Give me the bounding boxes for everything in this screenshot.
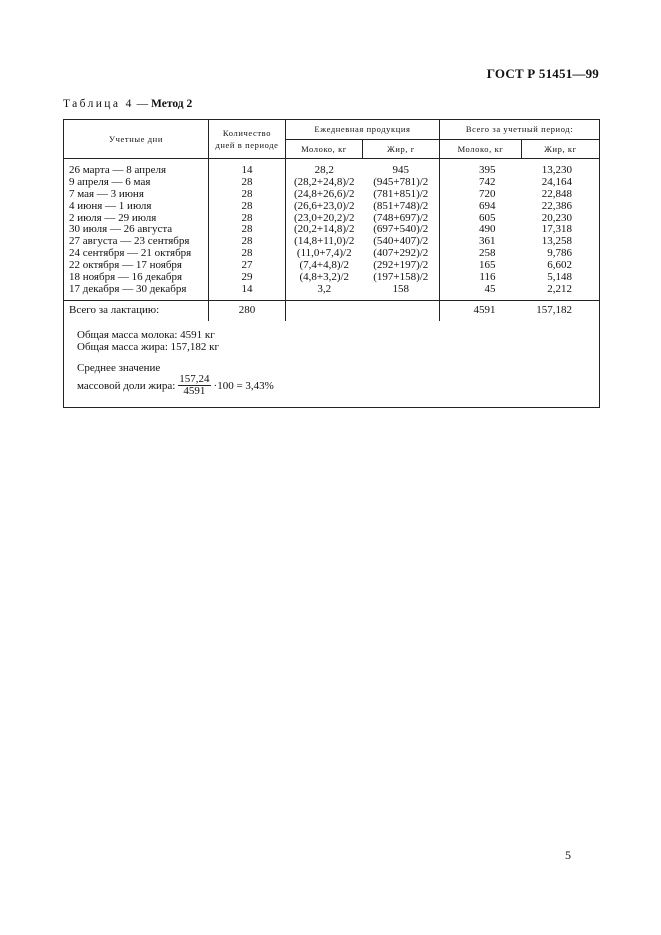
row-days: 28 bbox=[241, 199, 253, 212]
total-row bbox=[64, 300, 600, 321]
row-days: 28 bbox=[241, 247, 253, 260]
row-fat-cell bbox=[363, 159, 440, 177]
notes-cell bbox=[64, 321, 600, 408]
row-total-milk-cell bbox=[440, 201, 522, 213]
row-total-milk: 116 bbox=[479, 271, 496, 284]
row-total-fat: 6,602 bbox=[547, 259, 573, 272]
header-fat: Жир, г bbox=[363, 139, 440, 159]
row-period-cell bbox=[64, 189, 209, 201]
row-fat-cell bbox=[363, 284, 440, 300]
row-fat: (748+697)/2 bbox=[373, 211, 429, 224]
row-milk: (11,0+7,4)/2 bbox=[296, 247, 352, 260]
fraction-numerator: 157,24 bbox=[179, 373, 210, 386]
row-period: 26 марта — 8 апреля bbox=[69, 164, 167, 176]
row-days-cell bbox=[209, 201, 286, 213]
header-days bbox=[209, 120, 286, 159]
row-days: 29 bbox=[241, 271, 253, 284]
row-fat: 158 bbox=[392, 282, 409, 295]
header-days-label: Количество дней в периоде bbox=[215, 128, 279, 150]
row-total-fat: 17,318 bbox=[541, 223, 573, 236]
row-period-cell bbox=[64, 284, 209, 300]
row-period-cell bbox=[64, 201, 209, 213]
row-fat: (292+197)/2 bbox=[373, 259, 429, 272]
table-row bbox=[64, 201, 600, 213]
row-total-fat: 2,212 bbox=[547, 282, 573, 295]
row-milk: (7,4+4,8)/2 bbox=[299, 259, 350, 272]
avg-line-1: Среднее значение bbox=[77, 361, 161, 374]
header-total: Всего за учетный период: bbox=[440, 120, 600, 140]
row-total-fat: 5,148 bbox=[547, 271, 573, 284]
fat-share-formula bbox=[77, 374, 599, 397]
row-total-fat: 22,848 bbox=[541, 187, 573, 200]
row-period: 17 декабря — 30 декабря bbox=[69, 282, 187, 295]
row-period: 4 июня — 1 июля bbox=[69, 199, 152, 212]
table-row bbox=[64, 189, 600, 201]
total-fat: 157,182 bbox=[522, 300, 600, 321]
row-total-milk-cell bbox=[440, 189, 522, 201]
row-total-milk: 361 bbox=[479, 235, 496, 248]
row-period-cell bbox=[64, 177, 209, 189]
row-days: 14 bbox=[241, 164, 253, 176]
row-total-milk: 742 bbox=[479, 175, 496, 188]
table-row bbox=[64, 159, 600, 177]
row-period: 27 августа — 23 сентября bbox=[69, 235, 190, 248]
milk-mass-note: Общая масса молока: 4591 кг bbox=[77, 328, 215, 341]
row-days: 14 bbox=[241, 282, 253, 295]
row-total-fat: 9,786 bbox=[547, 247, 573, 260]
row-total-fat-cell bbox=[522, 177, 600, 189]
row-period: 18 ноября — 16 декабря bbox=[69, 271, 183, 284]
row-milk-cell bbox=[286, 284, 363, 300]
row-days: 28 bbox=[241, 175, 253, 188]
table-row bbox=[64, 177, 600, 189]
row-period: 24 сентября — 21 октября bbox=[69, 247, 192, 260]
table-row bbox=[64, 284, 600, 300]
row-total-milk: 165 bbox=[479, 259, 496, 272]
row-period: 9 апреля — 6 мая bbox=[69, 175, 151, 188]
row-total-fat: 13,258 bbox=[541, 235, 573, 248]
row-total-milk-cell bbox=[440, 284, 522, 300]
row-fat: (851+748)/2 bbox=[373, 199, 429, 212]
row-total-milk-cell bbox=[440, 177, 522, 189]
row-days-cell bbox=[209, 284, 286, 300]
row-milk: (23,0+20,2)/2 bbox=[293, 211, 355, 224]
row-fat-cell bbox=[363, 201, 440, 213]
row-total-fat: 13,230 bbox=[541, 164, 573, 176]
row-milk: 28,2 bbox=[314, 164, 334, 176]
row-period: 30 июля — 26 августа bbox=[69, 223, 173, 236]
row-fat: (781+851)/2 bbox=[373, 187, 429, 200]
total-empty-fat bbox=[363, 300, 440, 321]
row-fat-cell bbox=[363, 177, 440, 189]
header-total-fat: Жир, кг bbox=[522, 139, 600, 159]
table-caption bbox=[63, 98, 192, 110]
row-fat: (407+292)/2 bbox=[373, 247, 429, 260]
row-period: 22 октября — 17 ноября bbox=[69, 259, 182, 272]
row-days-cell bbox=[209, 159, 286, 177]
row-total-fat-cell bbox=[522, 189, 600, 201]
total-label: Всего за лактацию: bbox=[64, 300, 209, 321]
total-empty-milk bbox=[286, 300, 363, 321]
fraction bbox=[178, 374, 210, 397]
avg-line-2: массовой доли жира: bbox=[77, 379, 176, 392]
row-days: 28 bbox=[241, 223, 253, 236]
standard-code: ГОСТ Р 51451—99 bbox=[486, 66, 599, 81]
row-period: 7 мая — 3 июня bbox=[69, 187, 144, 200]
row-total-milk: 720 bbox=[479, 187, 496, 200]
row-total-milk-cell bbox=[440, 159, 522, 177]
row-days-cell bbox=[209, 177, 286, 189]
row-milk-cell bbox=[286, 189, 363, 201]
row-total-milk: 395 bbox=[479, 164, 496, 176]
row-days-cell bbox=[209, 189, 286, 201]
fraction-denominator: 4591 bbox=[183, 385, 206, 398]
row-milk: (24,8+26,6)/2 bbox=[293, 187, 355, 200]
table-body bbox=[64, 120, 600, 408]
fat-mass-note: Общая масса жира: 157,182 кг bbox=[77, 341, 220, 354]
row-days: 27 bbox=[241, 259, 253, 272]
row-milk: (20,2+14,8)/2 bbox=[293, 223, 355, 236]
row-fat: (945+781)/2 bbox=[373, 175, 429, 188]
row-total-fat: 24,164 bbox=[541, 175, 573, 188]
caption-dash: — bbox=[133, 98, 152, 110]
caption-prefix: Таблица 4 bbox=[63, 98, 134, 110]
notes-row bbox=[64, 321, 600, 408]
row-total-fat: 20,230 bbox=[541, 211, 573, 224]
row-days: 28 bbox=[241, 235, 253, 248]
header-period: Учетные дни bbox=[64, 120, 209, 159]
row-total-milk: 45 bbox=[484, 282, 496, 295]
row-fat: 945 bbox=[392, 164, 409, 176]
row-milk-cell bbox=[286, 201, 363, 213]
row-fat-cell bbox=[363, 189, 440, 201]
row-total-fat-cell bbox=[522, 201, 600, 213]
formula-result: ·100 = 3,43% bbox=[213, 379, 274, 392]
row-milk-cell bbox=[286, 177, 363, 189]
caption-method: Метод 2 bbox=[151, 98, 193, 110]
row-milk: (4,8+3,2)/2 bbox=[299, 271, 350, 284]
row-fat: (697+540)/2 bbox=[373, 223, 429, 236]
row-total-fat: 22,386 bbox=[541, 199, 573, 212]
header-daily: Ежедневная продукция bbox=[286, 120, 440, 140]
total-milk: 4591 bbox=[440, 300, 522, 321]
row-milk: (26,6+23,0)/2 bbox=[293, 199, 355, 212]
row-period: 2 июля — 29 июля bbox=[69, 211, 157, 224]
header-milk: Молоко, кг bbox=[286, 139, 363, 159]
row-fat: (197+158)/2 bbox=[373, 271, 429, 284]
row-days: 28 bbox=[241, 187, 253, 200]
row-total-fat-cell bbox=[522, 284, 600, 300]
total-days: 280 bbox=[209, 300, 286, 321]
row-milk: (28,2+24,8)/2 bbox=[293, 175, 355, 188]
row-total-milk: 694 bbox=[479, 199, 496, 212]
row-total-fat-cell bbox=[522, 159, 600, 177]
row-total-milk: 490 bbox=[479, 223, 496, 236]
header-total-milk: Молоко, кг bbox=[440, 139, 522, 159]
row-fat: (540+407)/2 bbox=[373, 235, 429, 248]
row-total-milk-cell bbox=[440, 272, 522, 284]
data-table bbox=[63, 119, 600, 408]
header-row-1 bbox=[64, 120, 600, 140]
page-number: 5 bbox=[565, 848, 571, 862]
row-total-milk: 605 bbox=[479, 211, 496, 224]
row-milk: (14,8+11,0)/2 bbox=[294, 235, 355, 248]
row-period-cell bbox=[64, 159, 209, 177]
row-total-milk: 258 bbox=[479, 247, 496, 260]
row-milk-cell bbox=[286, 159, 363, 177]
row-milk: 3,2 bbox=[317, 282, 332, 295]
row-days: 28 bbox=[241, 211, 253, 224]
